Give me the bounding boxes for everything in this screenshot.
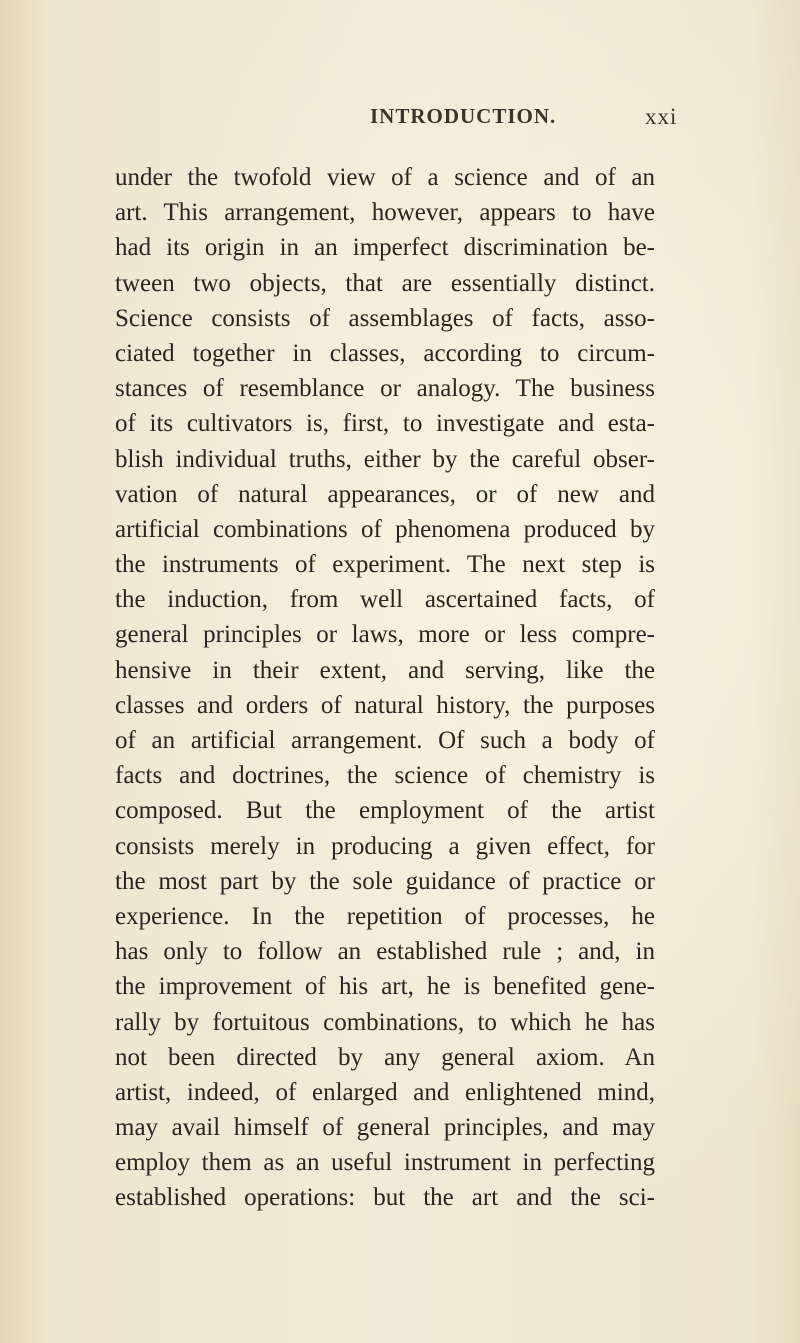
text-line: of an artificial arrangement. Of such a body of [115, 727, 655, 754]
text-line: employ them as an useful instrument in perfecting [115, 1149, 655, 1177]
text-line: ciated together in classes, according to circum- [115, 339, 655, 367]
text-line: art. This arrangement, however, appears to have [115, 199, 655, 227]
text-line: blish individual truths, either by the careful obser- [115, 445, 655, 473]
text-line: general principles or laws, more or less compre- [115, 621, 655, 649]
text-line: the most part by the sole guidance of practice or [115, 867, 655, 895]
text-line: may avail himself of general principles, and may [115, 1114, 655, 1142]
text-line: has only to follow an established rule ; and, in [115, 938, 655, 966]
text-line: not been directed by any general axiom. An [115, 1043, 655, 1071]
text-line: artist, indeed, of enlarged and enlightened mind, [115, 1078, 655, 1106]
body-text [115, 160, 655, 1216]
text-line: Science consists of assemblages of facts, asso- [115, 304, 655, 332]
text-line: composed. But the employment of the artist [115, 797, 655, 825]
text-line: vation of natural appearances, or of new and [115, 480, 655, 508]
text-line: the improvement of his art, he is benefited gene- [115, 973, 655, 1001]
running-head-title: INTRODUCTION. [370, 104, 557, 128]
text-line: of its cultivators is, first, to investigate and esta- [115, 410, 655, 438]
text-line: established operations: but the art and the sci- [115, 1184, 655, 1212]
page-number: xxi [645, 104, 678, 129]
text-line: facts and doctrines, the science of chemistry is [115, 762, 655, 790]
text-line: had its origin in an imperfect discrimination be- [115, 234, 655, 262]
running-head [0, 104, 800, 134]
text-line: consists merely in producing a given effect, for [115, 832, 655, 860]
text-line: experience. In the repetition of processes, he [115, 902, 655, 930]
text-line: classes and orders of natural history, the purposes [115, 691, 655, 719]
text-line: rally by fortuitous combinations, to which he has [115, 1008, 655, 1036]
text-line: tween two objects, that are essentially distinct. [115, 269, 655, 297]
text-line: stances of resemblance or analogy. The business [115, 375, 655, 403]
text-line: the induction, from well ascertained facts, of [115, 586, 655, 614]
text-line: the instruments of experiment. The next step is [115, 551, 655, 579]
text-line: hensive in their extent, and serving, like the [115, 656, 655, 684]
text-line: artificial combinations of phenomena produced by [115, 515, 655, 543]
text-line: under the twofold view of a science and of an [115, 164, 655, 191]
